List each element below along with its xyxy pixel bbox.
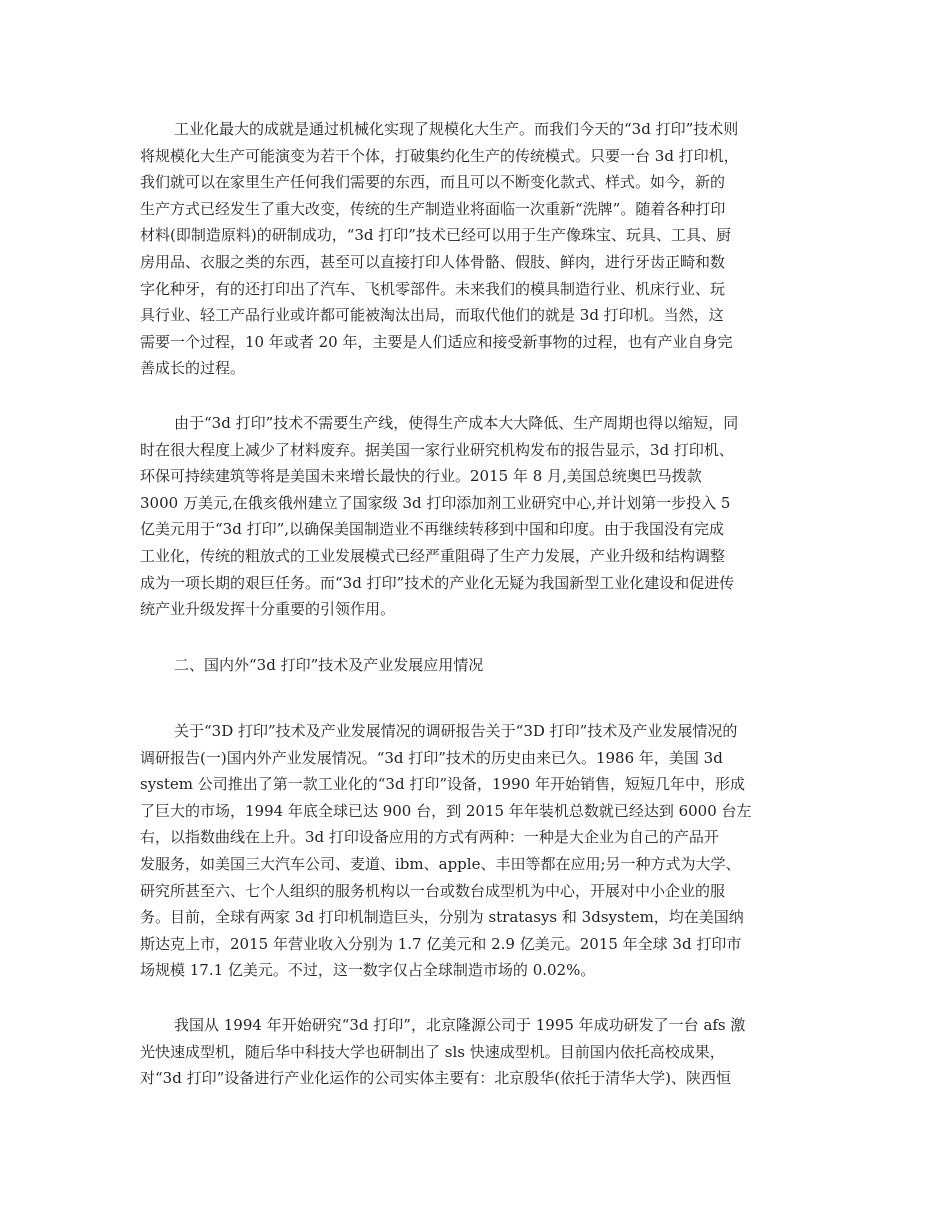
paragraph-global-industry <box>140 718 820 984</box>
text-line: 统产业升级发挥十分重要的引领作用。 <box>140 600 396 619</box>
text-line: 对“3d 打印”设备进行产业化运作的公司实体主要有：北京殷华(依托于清华大学)、陕西恒 <box>140 1069 731 1088</box>
text-line: 材料(即制造原料)的研制成功，“3d 打印”技术已经可以用于生产像珠宝、玩具、工具、厨 <box>140 226 731 245</box>
text-line: 房用品、衣服之类的东西，甚至可以直接打印人体骨骼、假肢、鲜肉，进行牙齿正畸和数 <box>140 252 726 271</box>
text-line: 善成长的过程。 <box>140 359 246 378</box>
text-line: 发服务，如美国三大汽车公司、麦道、ibm、apple、丰田等都在应用;另一种方式为大学、 <box>140 854 741 873</box>
text-line: 3000 万美元,在俄亥俄州建立了国家级 3d 打印添加剂工业研究中心,并计划第一步投入 5 <box>140 493 731 512</box>
text-line: 具行业、轻工产品行业或许都可能被淘汰出局，而取代他们的就是 3d 打印机。当然，这 <box>140 306 724 325</box>
text-line: 研究所甚至六、七个人组织的服务机构以一台或数台成型机为中心，开展对中小企业的服 <box>140 881 726 900</box>
paragraph-cost-benefits <box>140 410 820 623</box>
text-line: 我国从 1994 年开始研究“3d 打印”，北京隆源公司于 1995 年成功研发了一台 afs 激 <box>174 1016 746 1034</box>
text-line: 光快速成型机，随后华中科技大学也研制出了 sls 快速成型机。目前国内依托高校成果， <box>140 1042 725 1061</box>
text-line: 关于“3D 打印”技术及产业发展情况的调研报告关于“3D 打印”技术及产业发展情况的 <box>174 722 738 740</box>
text-line: 场规模 17.1 亿美元。不过，这一数字仅占全球制造市场的 0.02%。 <box>140 961 596 980</box>
paragraph-industrialization <box>140 116 820 382</box>
text-line: 时在很大程度上减少了材料废弃。据美国一家行业研究机构发布的报告显示，3d 打印机、 <box>140 440 734 459</box>
text-line: system 公司推出了第一款工业化的“3d 打印”设备，1990 年开始销售，短短几年中，形成 <box>140 775 745 794</box>
text-line: 工业化最大的成就是通过机械化实现了规模化大生产。而我们今天的“3d 打印”技术则 <box>174 120 739 138</box>
text-line: 工业化，传统的粗放式的工业发展模式已经严重阻碍了生产力发展，产业升级和结构调整 <box>140 546 726 565</box>
section-heading <box>140 652 820 679</box>
text-line: 右，以指数曲线在上升。3d 打印设备应用的方式有两种：一种是大企业为自己的产品开 <box>140 828 719 847</box>
text-line: 亿美元用于“3d 打印”,以确保美国制造业不再继续转移到中国和印度。由于我国没有完成 <box>140 520 725 539</box>
text-line: 我们就可以在家里生产任何我们需要的东西，而且可以不断变化款式、样式。如今，新的 <box>140 173 726 192</box>
text-line: 将规模化大生产可能演变为若干个体，打破集约化生产的传统模式。只要一台 3d 打印机， <box>140 146 739 165</box>
heading-text: 二、国内外“3d 打印”技术及产业发展应用情况 <box>174 656 484 674</box>
text-line: 生产方式已经发生了重大改变，传统的生产制造业将面临一次重新“洗牌”。随着各种打印 <box>140 199 726 218</box>
text-line: 了巨大的市场，1994 年底全球已达 900 台，到 2015 年年装机总数就已经达到 6000 台左 <box>140 801 752 820</box>
text-line: 斯达克上市，2015 年营业收入分别为 1.7 亿美元和 2.9 亿美元。2015 年全球 3d 打印市 <box>140 934 742 953</box>
text-line: 字化种牙，有的还打印出了汽车、飞机零部件。未来我们的模具制造行业、机床行业、玩 <box>140 279 726 298</box>
text-line: 成为一项长期的艰巨任务。而“3d 打印”技术的产业化无疑为我国新型工业化建设和促进传 <box>140 573 735 592</box>
text-line: 需要一个过程，10 年或者 20 年，主要是人们适应和接受新事物的过程，也有产业自身完 <box>140 332 733 351</box>
text-line: 环保可持续建筑等将是美国未来增长最快的行业。2015 年 8 月,美国总统奥巴马拨款 <box>140 467 702 486</box>
text-line: 调研报告(一)国内外产业发展情况。“3d 打印”技术的历史由来已久。1986 年，美国 3d <box>140 748 723 767</box>
text-line: 由于“3d 打印”技术不需要生产线，使得生产成本大大降低、生产周期也得以缩短，同 <box>174 414 739 432</box>
text-line: 务。目前，全球有两家 3d 打印机制造巨头，分别为 stratasys 和 3dsystem，均在美国纳 <box>140 908 744 927</box>
paragraph-china-research <box>140 1012 820 1092</box>
